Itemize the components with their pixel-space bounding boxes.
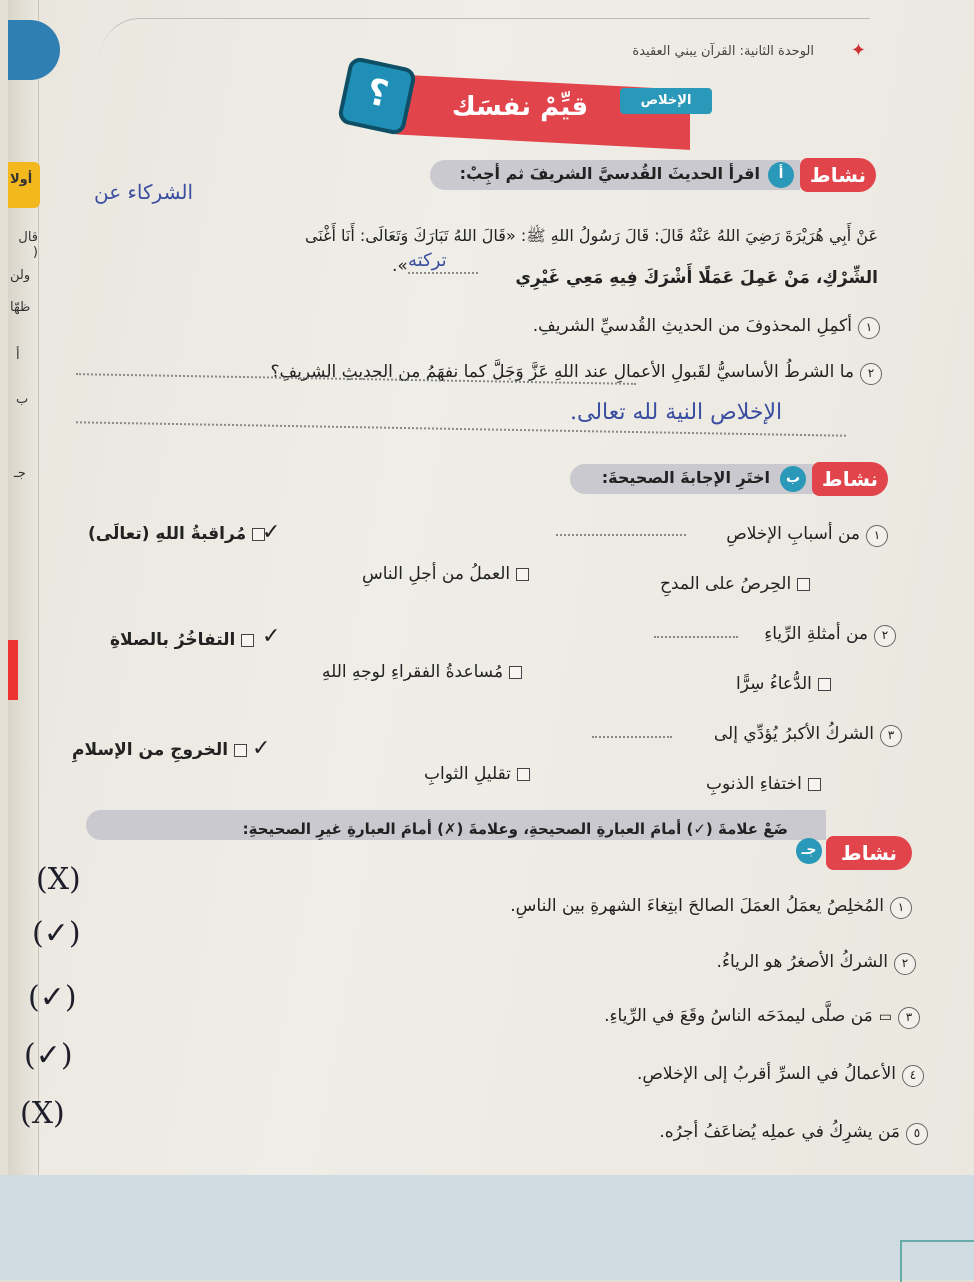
statement-c2 — [717, 952, 916, 975]
checkbox-icon[interactable] — [241, 634, 254, 647]
option-b1-a[interactable]: مُراقبةُ اللهِ (تعالَى) — [88, 524, 265, 544]
statement-c5-text: مَن يشرِكُ في عملِه يُضاعَفُ أجرُه. — [659, 1122, 900, 1142]
question-b1-text: من أسبابِ الإخلاصِ — [726, 524, 860, 544]
question-number: ٥ — [906, 1123, 928, 1145]
adjacent-page-edge — [8, 0, 39, 1280]
option-b1-c[interactable]: الحِرصُ على المدحِ — [660, 574, 810, 594]
checkbox-icon[interactable] — [234, 744, 247, 757]
question-number: ٣ — [898, 1007, 920, 1029]
checkbox-icon[interactable] — [818, 678, 831, 691]
activity-a-instruction: اقرأ الحديثَ القُدسيَّ الشريفَ ثم أجِبْ: — [459, 164, 760, 183]
activity-b-letter: ب — [780, 466, 806, 492]
option-b1-b[interactable]: العملُ من أجلِ الناسِ — [362, 564, 529, 584]
hadith-line-1: عَنْ أَبِي هُرَيْرَةَ رَضِيَ اللهُ عَنْهُ قَالَ: قَالَ رَسُولُ اللهِ ﷺ: «قَالَ اللهُ تَبَارَكَ وَتَعَالَى: أَنَا أَغْنَى — [304, 226, 878, 245]
question-b3 — [714, 724, 902, 747]
option-b2-b[interactable]: مُساعدةُ الفقراءِ لوجهِ اللهِ — [322, 662, 522, 682]
option-b3-c[interactable]: اختفاءِ الذنوبِ — [706, 774, 821, 794]
handwritten-answer: تركته — [408, 250, 447, 271]
adjacent-fragment: ولن — [10, 268, 31, 283]
activity-a-letter: أ — [768, 162, 794, 188]
checkbox-icon[interactable] — [509, 666, 522, 679]
question-b3-text: الشركُ الأكبرُ يُؤدِّي إلى — [713, 724, 874, 744]
question-a1 — [533, 316, 880, 339]
checkbox-icon[interactable] — [517, 768, 530, 781]
statement-c1-text: المُخلِصُ يعمَلُ العمَلَ الصالحَ ابتِغاءَ الشهرةِ بين الناسِ. — [510, 896, 884, 916]
adjacent-fragment: قال ( — [18, 230, 38, 260]
handwritten-mark: (✓) — [32, 916, 81, 951]
handwritten-check: ✓ — [252, 736, 271, 761]
page-footer-band — [0, 1175, 974, 1280]
statement-c5 — [659, 1122, 928, 1145]
question-number: ١ — [866, 525, 888, 547]
activity-c-label: نشاط — [826, 836, 912, 870]
hadith-close-quote: ». — [392, 256, 408, 276]
checkbox-icon[interactable] — [797, 578, 810, 591]
handwritten-mark: (X) — [36, 862, 81, 897]
checkbox-icon[interactable] — [808, 778, 821, 791]
question-number: ٣ — [880, 725, 902, 747]
checkbox-icon[interactable] — [516, 568, 529, 581]
statement-c3 — [604, 1006, 920, 1029]
answer-line — [556, 534, 686, 536]
question-b2 — [764, 624, 896, 647]
question-b1 — [726, 524, 888, 547]
option-b2-c[interactable]: الدُّعاءُ سِرًّا — [736, 674, 831, 694]
activity-c-letter: جـ — [796, 838, 822, 864]
fill-in-blank — [408, 272, 478, 274]
statement-c1 — [510, 896, 912, 919]
statement-c4-text: الأعمالُ في السرِّ أقربُ إلى الإخلاصِ. — [636, 1064, 896, 1084]
adjacent-page-graphic — [8, 20, 60, 80]
banner-title: قيِّمْ نفسَك — [451, 92, 589, 122]
handwritten-answer: الشركاء عن — [94, 180, 194, 204]
question-number: ٢ — [874, 625, 896, 647]
statement-c2-text: الشركُ الأصغرُ هو الرياءُ. — [716, 952, 888, 972]
activity-b-label: نشاط — [812, 462, 888, 496]
logo-icon: ✦ — [850, 40, 866, 61]
statement-c3-text: مَن صلَّى ليمدَحَه الناسُ وقَعَ في الرِّياءِ. — [604, 1006, 873, 1026]
question-number: ١ — [858, 317, 880, 339]
question-number: ٢ — [860, 363, 882, 385]
handwritten-mark: (X) — [20, 1096, 65, 1131]
adjacent-fragment: ظهّا — [10, 300, 31, 315]
question-b2-text: من أمثلةِ الرِّياءِ — [764, 624, 868, 644]
option-b2-a[interactable]: التفاخُرُ بالصلاةِ — [110, 630, 254, 650]
adjacent-fragment: جـ — [14, 466, 26, 481]
option-b3-a[interactable]: الخروجِ من الإسلامِ — [72, 740, 247, 760]
statement-c4 — [637, 1064, 924, 1087]
activity-c-instruction: ضَعْ علامةَ (✓) أمامَ العبارةِ الصحيحةِ، وعلامةَ (✗) أمامَ العبارةِ غيرِ الصحيحةِ: — [242, 820, 788, 838]
answer-line — [654, 636, 738, 638]
adjacent-page-marker — [8, 640, 18, 700]
question-a1-text: أكمِلِ المحذوفَ من الحديثِ القُدسيِّ الشريفِ. — [532, 316, 852, 336]
question-a2-text: ما الشرطُ الأساسيُّ لقَبولِ الأعمالِ عند اللهِ عَزَّ وَجَلَّ كما نفهَمُ من الحديثِ الشريفِ؟ — [270, 362, 854, 382]
handwritten-answer: الإخلاص النية لله تعالى. — [570, 400, 783, 425]
adjacent-fragment: أ — [16, 348, 20, 363]
handwritten-check: ✓ — [262, 520, 281, 545]
handwritten-mark: (✓) — [24, 1038, 73, 1073]
adjacent-fragment: أولا — [10, 172, 33, 187]
adjacent-fragment: ب — [16, 392, 29, 407]
question-number: ٤ — [902, 1065, 924, 1087]
handwritten-mark: (✓) — [28, 980, 77, 1015]
unit-title: الوحدة الثانية: القرآن يبني العقيدة — [632, 44, 814, 59]
header-rule — [100, 18, 870, 67]
activity-b-instruction: اختَرِ الإجابةَ الصحيحةَ: — [601, 468, 770, 487]
topic-tag: الإخلاص — [620, 88, 712, 114]
question-mark-icon: ؟ — [337, 56, 418, 137]
handwritten-check: ✓ — [262, 624, 281, 649]
activity-a-label: نشاط — [800, 158, 876, 192]
option-b3-b[interactable]: تقليلِ الثوابِ — [424, 764, 530, 784]
answer-line — [592, 736, 672, 738]
hadith-line-2: الشِّرْكِ، مَنْ عَمِلَ عَمَلًا أَشْرَكَ فِيهِ مَعِي غَيْرِي — [515, 268, 878, 288]
question-number: ٢ — [894, 953, 916, 975]
book-icon: ▭ — [878, 1009, 892, 1025]
page-number-frame — [900, 1240, 974, 1282]
question-number: ١ — [890, 897, 912, 919]
